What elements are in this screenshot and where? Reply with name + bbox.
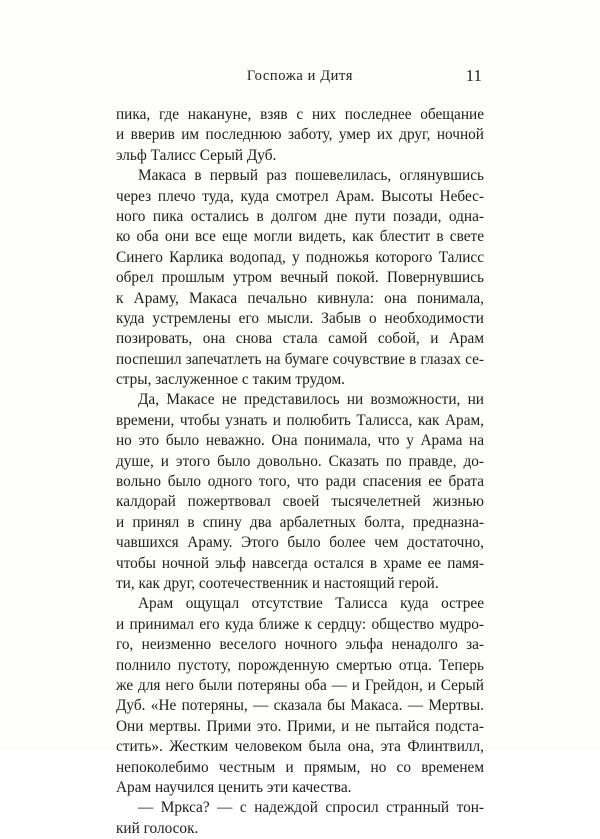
text-line: Арам научился ценить эти качества. — [116, 778, 352, 796]
running-title: Госпожа и Дитя — [246, 68, 354, 84]
text-line: душе, и этого было довольно. Сказать по правде, до- — [116, 452, 484, 470]
text-block — [116, 105, 484, 839]
text-line: времени, чтобы узнать и полюбить Талисса, как Арам, — [116, 411, 484, 429]
text-line: и вверив им последнюю заботу, умер их друг, ночной — [116, 126, 484, 144]
text-line: Дуб. «Не потеряны, — сказала бы Макаса. — Мертвы. — [116, 697, 484, 715]
text-line: и принял в спину два арбалетных болта, предназна- — [116, 513, 484, 531]
text-line: позировать, она снова стала самой собой, и Арам — [116, 330, 484, 348]
text-line: Арам ощущал отсутствие Талисса куда острее — [138, 595, 484, 613]
text-line: же для него были потеряны оба — и Грейдон, и Серый — [116, 676, 484, 694]
text-line: ти, как друг, соотечественник и настоящий герой. — [116, 574, 439, 592]
text-line: кий голосок. — [116, 819, 199, 837]
text-line: эльф Талисс Серый Дуб. — [116, 146, 277, 164]
page-number: 11 — [465, 66, 482, 85]
text-line: вольно было одного того, что ради спасения ее брата — [116, 473, 484, 491]
text-line: пика, где накануне, взяв с них последнее обещание — [116, 106, 484, 123]
text-line: стры, заслуженное с таким трудом. — [116, 371, 345, 389]
paragraph — [116, 798, 484, 839]
text-line: через плечо туда, куда смотрел Арам. Высоты Небес- — [116, 187, 484, 205]
text-line: стить». Жестким человеком была она, эта Флинтвилл, — [116, 738, 484, 756]
text-line: куда устремлены его мысли. Забыв о необходимости — [116, 309, 484, 327]
text-line: калдорай пожертвовал своей тысячелетней жизнью — [116, 493, 484, 511]
text-line: обрел прошлым утром вечный покой. Повернувшись — [116, 269, 484, 287]
paragraph — [116, 166, 484, 390]
paragraph — [116, 390, 484, 594]
text-line: чтобы ночной эльф навсегда остался в храме ее памя- — [116, 554, 484, 572]
paragraph — [116, 105, 484, 166]
text-line: полнило пустоту, порожденную смертью отца. Теперь — [116, 656, 484, 674]
text-line: но это было неважно. Она понимала, что у Арама на — [116, 432, 484, 450]
text-line: непоколебимо честным и прямым, но со временем — [116, 758, 484, 776]
text-line: и принимал его куда ближе к сердцу: общество мудро- — [116, 615, 484, 633]
paragraph — [116, 594, 484, 798]
text-line: ко оба они все еще могли видеть, как блестит в свете — [116, 228, 484, 246]
text-line: — Мркса? — с надеждой спросил странный тон- — [138, 799, 484, 817]
text-line: поспешил запечатлеть на бумаге сочувствие в глазах се- — [116, 350, 484, 368]
text-line: Да, Макасе не представилось ни возможности, ни — [138, 391, 484, 409]
running-head — [116, 66, 484, 88]
text-line: чавшихся Араму. Этого было более чем достаточно, — [116, 534, 484, 552]
text-line: к Араму, Макаса печально кивнула: она понимала, — [116, 289, 484, 307]
text-line: го, неизменно веселого ночного эльфа ненадолго за- — [116, 636, 484, 654]
text-line: Макаса в первый раз пошевелилась, оглянувшись — [138, 167, 484, 185]
text-line: Они мертвы. Прими это. Прими, и не пытайся подста- — [116, 717, 484, 735]
text-line: Синего Карлика водопад, у подножья которого Талисс — [116, 248, 484, 266]
text-line: ного пика остались в долгом дне пути позади, одна- — [116, 207, 484, 225]
